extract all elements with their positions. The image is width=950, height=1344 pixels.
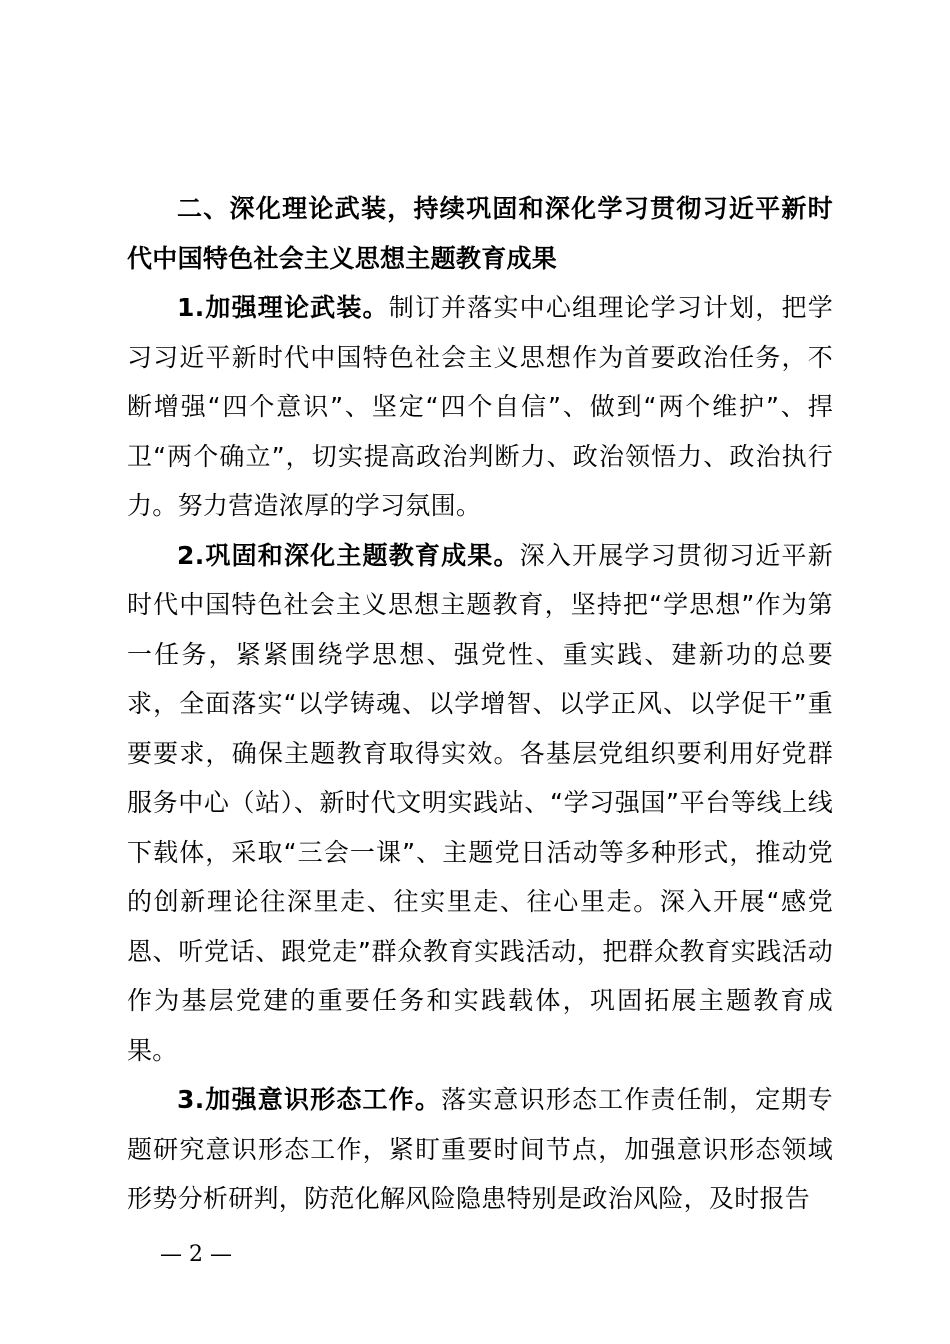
section-heading: 二、深化理论武装，持续巩固和深化学习贯彻习近平新时代中国特色社会主义思想主题教育成果	[127, 194, 833, 273]
paragraph-3	[127, 1075, 833, 1224]
paragraph-2-body: 深入开展学习贯彻习近平新时代中国特色社会主义思想主题教育，坚持把“学思想”作为第一任务，紧紧围绕学思想、强党性、重实践、建新功的总要求，全面落实“以学铸魂、以学增智、以学正风、以学促干”重要要求，确保主题教育取得实效。各基层党组织要利用好党群服务中心（站）、新时代文明实践站、“学习强国”平台等线上线下载体，采取“三会一课”、主题党日活动等多种形式，推动党的创新理论往深里走、往实里走、往心里走。深入开展“感党恩、听党话、跟党走”群众教育实践活动，把群众教育实践活动作为基层党建的重要任务和实践载体，巩固拓展主题教育成果。	[127, 540, 834, 1065]
paragraph-1-lead: 1.加强理论武装。	[177, 293, 389, 322]
paragraph-1	[127, 283, 833, 531]
paragraph-3-lead: 3.加强意识形态工作。	[177, 1085, 442, 1114]
paragraph-1-body: 制订并落实中心组理论学习计划，把学习习近平新时代中国特色社会主义思想作为首要政治任务，不断增强“四个意识”、坚定“四个自信”、做到“两个维护”、捍卫“两个确立”，切实提高政治判断力、政治领悟力、政治执行力。努力营造浓厚的学习氛围。	[127, 293, 834, 520]
paragraph-3-body: 落实意识形态工作责任制，定期专题研究意识形态工作，紧盯重要时间节点，加强意识形态领域形势分析研判，防范化解风险隐患特别是政治风险，及时报告	[127, 1085, 833, 1213]
paragraph-2-lead: 2.巩固和深化主题教育成果。	[177, 540, 520, 570]
page-number: — 2 —	[160, 1242, 232, 1267]
paragraph-2	[127, 531, 833, 1076]
document-body	[127, 184, 833, 1224]
